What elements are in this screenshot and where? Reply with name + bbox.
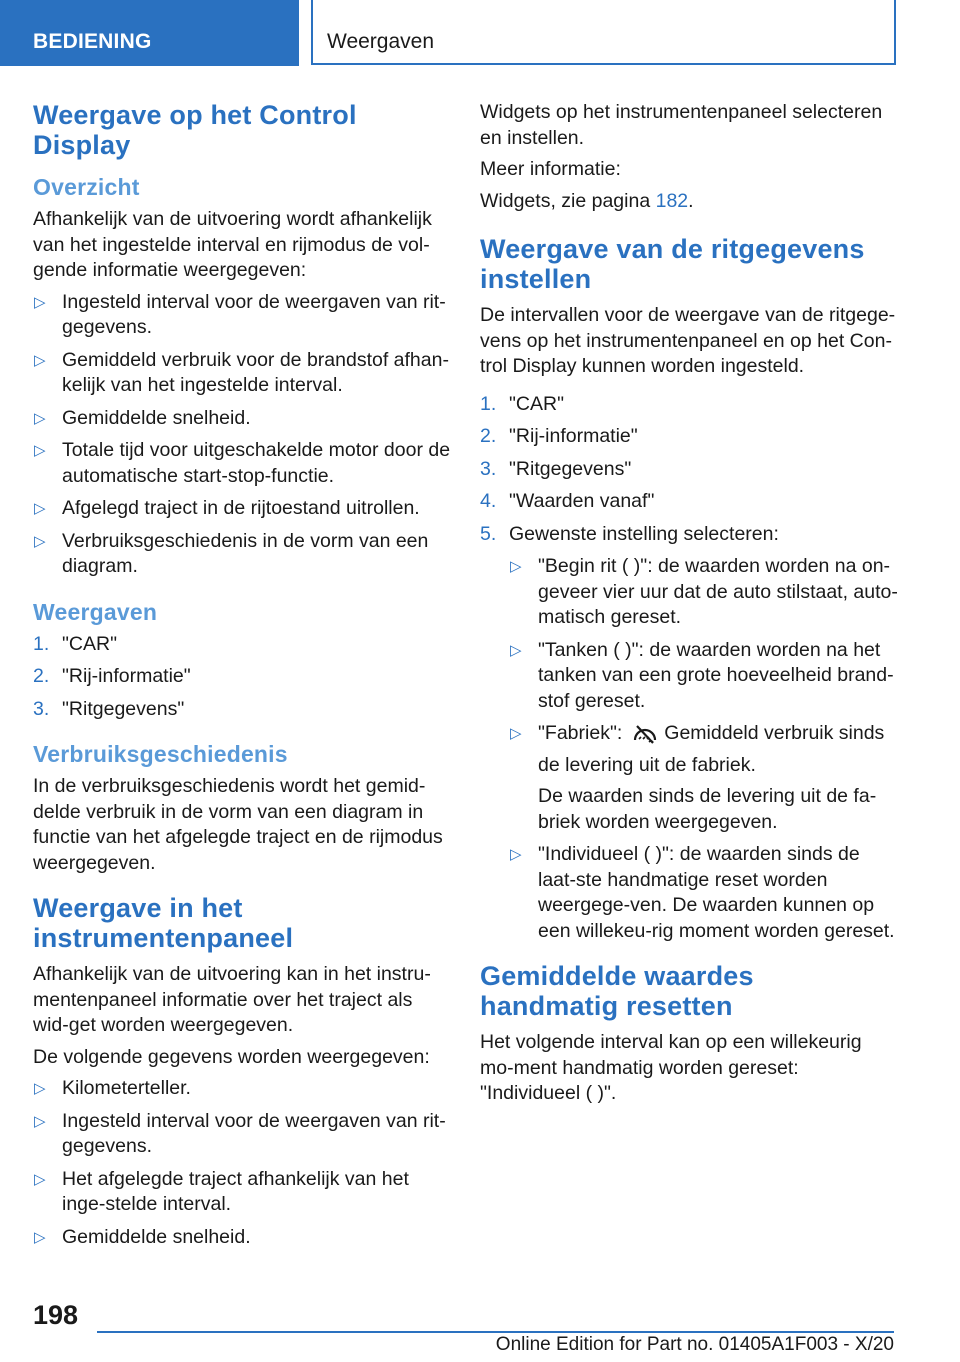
triangle-right-icon: ▷ [34, 293, 46, 311]
page-link-182[interactable]: 182 [655, 189, 689, 212]
list-item: 5. Gewenste instelling selecteren: ▷ "Begin rit ( )": de waarden worden na on-geveer vier uur dat de auto stilstaat, auto-matisch gereset. ▷ "Tanken ( )": de waarden worden na het tanken van een grote hoeveelheid brand-stof gereset. ▷ "Fabriek": Gemiddeld verbruik sinds de levering uit de fabriek. De waarden sinds de levering uit de fa-briek worden weergegeven. ▷ "Individueel ( )": de waarden sinds de laat-ste handmatige reset worden weergege-ven. De waarden kunnen op een willekeu-rig moment worden gereset. [480, 522, 898, 945]
list-item: ▷ Ingesteld interval voor de weergaven van rit-gegevens. [34, 1109, 446, 1157]
list-item: 3. "Ritgegevens" [33, 697, 185, 720]
reset-text: Het volgende interval kan op een willekeurig mo-ment handmatig worden gereset: "Individueel ( )". [480, 1031, 862, 1104]
list-item: ▷ Totale tijd voor uitgeschakelde motor door de automatische start-stop-functie. [34, 439, 451, 487]
triangle-right-icon: ▷ [510, 846, 522, 863]
heading-ritgegevens-instellen: Weergave van de ritgegevens instellen [480, 234, 865, 294]
left-column [33, 100, 451, 1257]
list-item: ▷ Het afgelegde traject afhankelijk van het inge-stelde interval. [34, 1167, 409, 1215]
footer-divider [97, 1331, 894, 1333]
fuel-gauge-slash-icon [632, 723, 658, 753]
triangle-right-icon: ▷ [34, 1112, 46, 1130]
widgets-text: Widgets op het instrumentenpaneel selecteren en instellen. [480, 101, 883, 149]
list-item: 2. "Rij-informatie" [480, 425, 638, 447]
triangle-right-icon: ▷ [510, 558, 522, 575]
right-column [480, 100, 898, 1113]
setting-options-list [509, 554, 898, 944]
list-item: ▷ Gemiddeld verbruik voor de brandstof afhan-kelijk van het ingestelde interval. [34, 348, 449, 396]
heading-reset: Gemiddelde waardes handmatig resetten [480, 961, 754, 1021]
fabriek-sub-text: De waarden sinds de levering uit de fa-briek worden weergegeven. [538, 785, 877, 833]
overzicht-intro: Afhankelijk van de uitvoering wordt afhankelijk van het ingestelde interval en rijmodus de vol-gende informatie weergegeven: [33, 208, 432, 281]
list-item: ▷ Gemiddelde snelheid. [33, 1225, 451, 1251]
list-item: 1. "CAR" [480, 392, 565, 415]
meer-info: Meer informatie: [480, 158, 621, 180]
heading-control-display: Weergave op het Control Display [33, 100, 357, 160]
triangle-right-icon: ▷ [34, 532, 46, 550]
option-begin-rit: ▷ "Begin rit ( )": de waarden worden na on-geveer vier uur dat de auto stilstaat, auto-matisch gereset. [510, 555, 898, 628]
widgets-reference: Widgets, zie pagina 182. [480, 189, 694, 212]
heading-instrumentenpaneel: Weergave in het instrumentenpaneel [33, 893, 294, 953]
instrument-text-2: De volgende gegevens worden weergegeven: [33, 1045, 430, 1068]
triangle-right-icon: ▷ [34, 1080, 46, 1097]
instrument-text-1: Afhankelijk van de uitvoering kan in het instru-mentenpaneel informatie over het traject als wid-get worden weergegeven. [33, 963, 431, 1036]
ritgegevens-steps [480, 392, 898, 945]
option-tanken: ▷ "Tanken ( )": de waarden worden na het tanken van een grote hoeveelheid brand-stof gereset. [510, 638, 894, 712]
heading-verbruiksgeschiedenis: Verbruiksgeschiedenis [33, 741, 288, 767]
weergaven-steps [33, 632, 451, 723]
instrument-list [33, 1076, 451, 1250]
heading-overzicht: Overzicht [33, 174, 140, 200]
triangle-right-icon: ▷ [34, 442, 46, 459]
heading-weergaven: Weergaven [33, 598, 158, 625]
triangle-right-icon: ▷ [34, 1228, 46, 1246]
option-fabriek: ▷ "Fabriek": Gemiddeld verbruik sinds de levering uit de fabriek. De waarden sinds de levering uit de fa-briek worden weergegeven. [509, 721, 898, 835]
list-item: 2. "Rij-informatie" [33, 665, 191, 687]
page-number: 198 [33, 1300, 79, 1330]
footer-edition: Online Edition for Part no. 01405A1F003 - X/20 [495, 1334, 894, 1355]
chapter-tab[interactable]: BEDIENING [0, 0, 299, 66]
list-item: ▷ Kilometerteller. [33, 1076, 451, 1102]
triangle-right-icon: ▷ [34, 351, 46, 369]
triangle-right-icon: ▷ [34, 409, 46, 427]
list-item: 4. "Waarden vanaf" [480, 490, 655, 512]
list-item: ▷ Afgelegd traject in de rijtoestand uitrollen. [33, 496, 451, 522]
section-tab[interactable]: Weergaven [311, 0, 896, 65]
triangle-right-icon: ▷ [510, 641, 522, 659]
ritgegevens-text: De intervallen voor de weergave van de ritgege-vens op het instrumentenpaneel en op het Con-trol Display kunnen worden ingesteld. [480, 304, 896, 377]
list-item: 3. "Ritgegevens" [480, 457, 632, 480]
list-item: ▷ Ingesteld interval voor de weergaven van rit-gegevens. [34, 290, 446, 338]
list-item: ▷ Gemiddelde snelheid. [33, 406, 451, 432]
triangle-right-icon: ▷ [510, 725, 522, 742]
option-individueel: ▷ "Individueel ( )": de waarden sinds de laat-ste handmatige reset worden weergege-ven. De waarden kunnen op een willekeu-rig moment worden gereset. [510, 843, 895, 942]
triangle-right-icon: ▷ [34, 500, 46, 517]
list-item: ▷ Verbruiksgeschiedenis in de vorm van een diagram. [34, 529, 429, 577]
triangle-right-icon: ▷ [34, 1170, 46, 1188]
verbruik-text: In de verbruiksgeschiedenis wordt het gemid-delde verbruik in de vorm van een diagram in functie van het afgelegde traject en de rijmodus weergegeven. [33, 775, 443, 874]
page-header [0, 0, 960, 66]
list-item: 1. "CAR" [33, 632, 118, 655]
overzicht-list [33, 290, 451, 580]
